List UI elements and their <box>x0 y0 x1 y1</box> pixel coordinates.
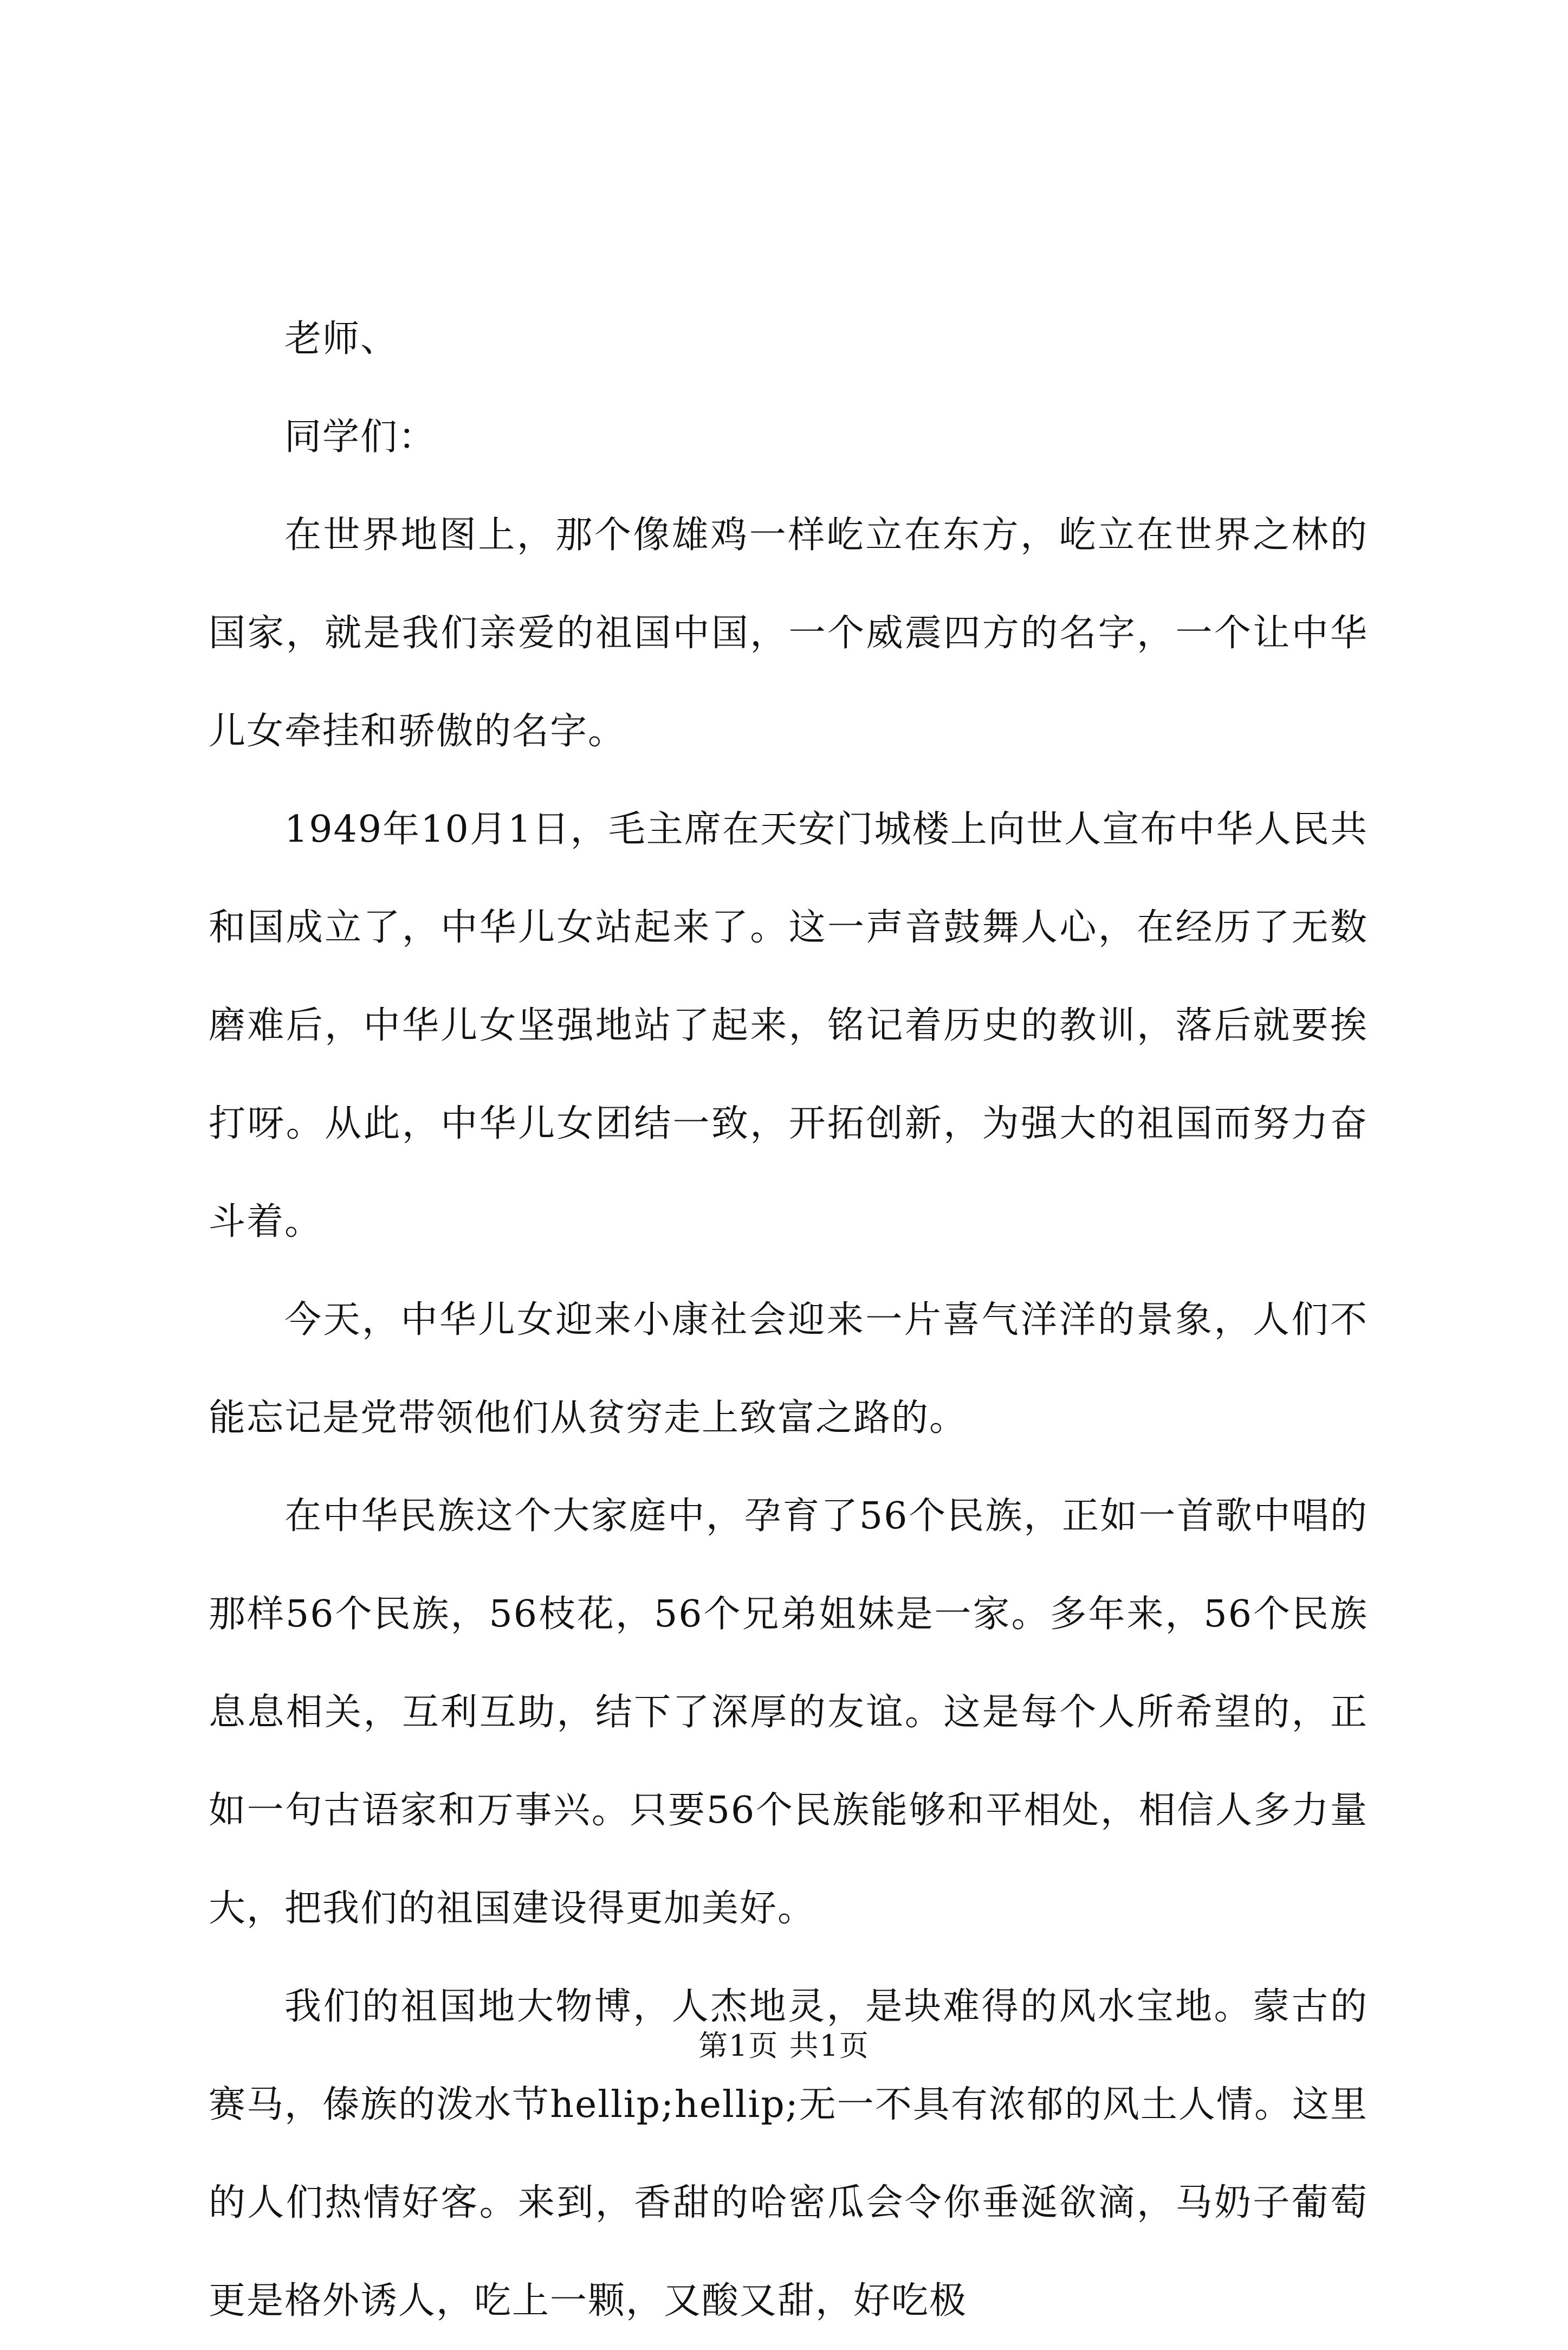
paragraph-today: 今天，中华儿女迎来小康社会迎来一片喜气洋洋的景象，人们不能忘记是党带领他们从贫穷走上致富之路的。 <box>209 1299 1368 1439</box>
paragraph-ethnic-groups: 在中华民族这个大家庭中，孕育了56个民族，正如一首歌中唱的那样56个民族，56枝花，56个兄弟姐妹是一家。多年来，56个民族息息相关，互利互助，结下了深厚的友谊。这是每个人所希望的，正如一句古语家和万事兴。只要56个民族能够和平相处，相信人多力量大，把我们的祖国建设得更加美好。 <box>209 1495 1368 1930</box>
page-footer: 第1页 共1页 <box>698 2029 870 2063</box>
paragraph-founding: 1949年10月1日，毛主席在天安门城楼上向世人宣布中华人民共和国成立了，中华儿女站起来了。这一声音鼓舞人心，在经历了无数磨难后，中华儿女坚强地站了起来，铭记着历史的教训，落后就要挨打呀。从此，中华儿女团结一致，开拓创新，为强大的祖国而努力奋斗着。 <box>209 808 1368 1243</box>
paragraph-motherland: 我们的祖国地大物博，人杰地灵，是块难得的风水宝地。蒙古的赛马，傣族的泼水节hellip;hellip;无一不具有浓郁的风土人情。这里的人们热情好客。来到，香甜的哈密瓜会令你垂涎欲滴，马奶子葡萄更是格外诱人，吃上一颗，又酸又甜，好吃极 <box>209 1985 1368 2322</box>
paragraph-world-map: 在世界地图上，那个像雄鸡一样屹立在东方，屹立在世界之林的国家，就是我们亲爱的祖国中国，一个威震四方的名字，一个让中华儿女牵挂和骄傲的名字。 <box>209 514 1368 753</box>
salutation-classmates: 同学们： <box>284 416 437 459</box>
salutation-teachers: 老师、 <box>284 318 399 360</box>
